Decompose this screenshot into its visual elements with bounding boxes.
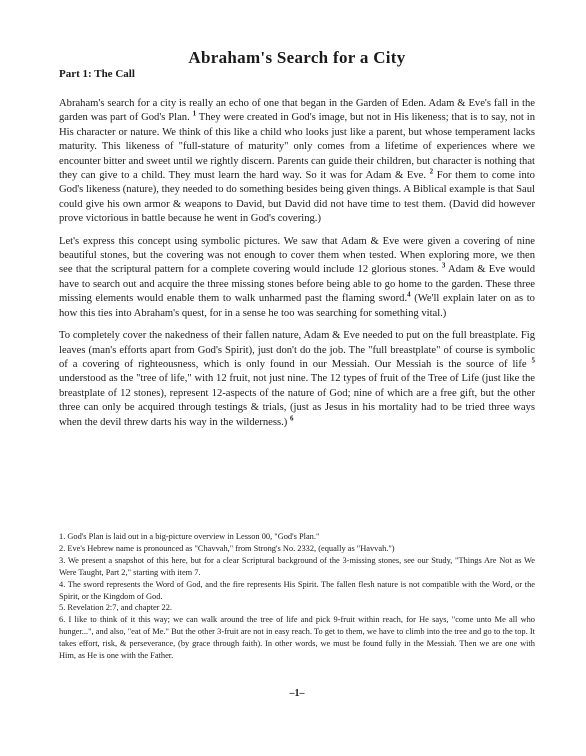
paragraph-text: Let's express this concept using symbolic pictures. We saw that Adam & Eve were given a covering of nine beautiful stones, but the covering was not enough to cover them when tested. When exploring more, we then see that the scriptural pattern for a complete covering would include 12 glorious stones. [59, 235, 535, 276]
footnote-item: 1. God's Plan is laid out in a big-picture overview in Lesson 00, "God's Plan." [59, 532, 320, 541]
footnote-item: 5. Revelation 2:7, and chapter 22. [59, 603, 173, 613]
footnote-reference: 4 [407, 290, 411, 299]
footnote-reference: 3 [441, 261, 446, 270]
footnote-reference: 2 [429, 167, 434, 176]
footnote-reference: 1 [192, 109, 197, 118]
footnote-item: 4. The sword represents the Word of God, and the fire represents His Spirit. The fallen flesh nature is not compatible with the Word, or the Spirit, or the Kingdom of God. [59, 579, 535, 601]
paragraph-text: They were created in God's image, but not in His likeness; that is to say, not in His character or nature. We think of this like a child who looks just like a parent, but whose temperament lacks maturity. This likeness of "full-stature of maturity" only comes from a lifetime of experiences where we encounter bitter and sweet until we rightly discern. Parents can guide their children, but character is nothing that they can give to a child. They must learn the hard way. So it was for Adam & Eve. [59, 112, 535, 182]
paragraph-text: Adam & Eve would have to search out and acquire the three missing stones before being able to go home to the garden. These three missing elements would enable them to walk unharmed past the flaming sword. [59, 264, 535, 305]
section-heading: Part 1: The Call [59, 68, 135, 80]
body-text [59, 97, 535, 438]
paragraph-text: (We'll explain later on as to how this ties into Abraham's quest, for in a sense he too was searching for something vital.) [59, 293, 535, 319]
body-paragraph [59, 329, 535, 430]
body-paragraph [59, 97, 535, 227]
paragraph-text: understood as the "tree of life," with 12 fruit, not just nine. The 12 types of fruit of the Tree of Life (just like the breastplate of 12 stones), represent 12-aspects of the nature of God; nine of which are a free gift, but the other three can only be acquired through testings & trials, (just as Jesus in his mortality had to be tried three ways when the devil threw darts his way in the wilderness.) [59, 373, 535, 428]
footnote-reference: 5 [531, 356, 535, 365]
paragraph-text: Abraham's search for a city is really an echo of one that began in the Garden of Eden. Adam & Eve's fall in the garden was part of God's Plan. [59, 98, 535, 124]
footnotes [59, 531, 535, 662]
page-number: –1– [289, 688, 305, 699]
paragraph-text: To completely cover the nakedness of their fallen nature, Adam & Eve needed to put on the full breastplate. Fig leaves (man's efforts apart from God's Spirit), just don't do the job. The "full breastplate" of course is symbolic of a covering of righteousness, which is only found in our Messiah. Our Messiah is the source of life [59, 330, 535, 370]
footnote-item: 3. We present a snapshot of this here, but for a clear Scriptural background of the 3-missing stones, see our Study, "Things Are Not as We Were Taught, Part 2," starting with item 7. [59, 555, 535, 577]
page-title: Abraham's Search for a City [188, 48, 406, 67]
footnote-item: 2. Eve's Hebrew name is pronounced as "Chavvah," from Strong's No. 2332, (equally as "Havvah.") [59, 543, 395, 553]
paragraph-text: For them to come into God's likeness (nature), they needed to do something besides being given things. A Biblical example is that Saul could give his own armor & weapons to David, but David did not have time to test them. (David did however prove victorious in battle because he went in God's covering.) [59, 170, 535, 225]
body-paragraph [59, 235, 535, 321]
footnote-reference: 6 [289, 414, 294, 422]
footnote-item: 6. I like to think of it this way; we can walk around the tree of life and pick 9-fruit within reach, for He says, "come unto Me all who hunger...", and also, "eat of Me." But the other 3-fruit are not in easy reach. To get to them, we have to climb into the tree and go to the top. It takes effort, risk, & perseverance, (by grace through faith). In other words, we must be found fully in the Messiah. Then we are one with Him, as He is one with the Father. [59, 615, 535, 661]
